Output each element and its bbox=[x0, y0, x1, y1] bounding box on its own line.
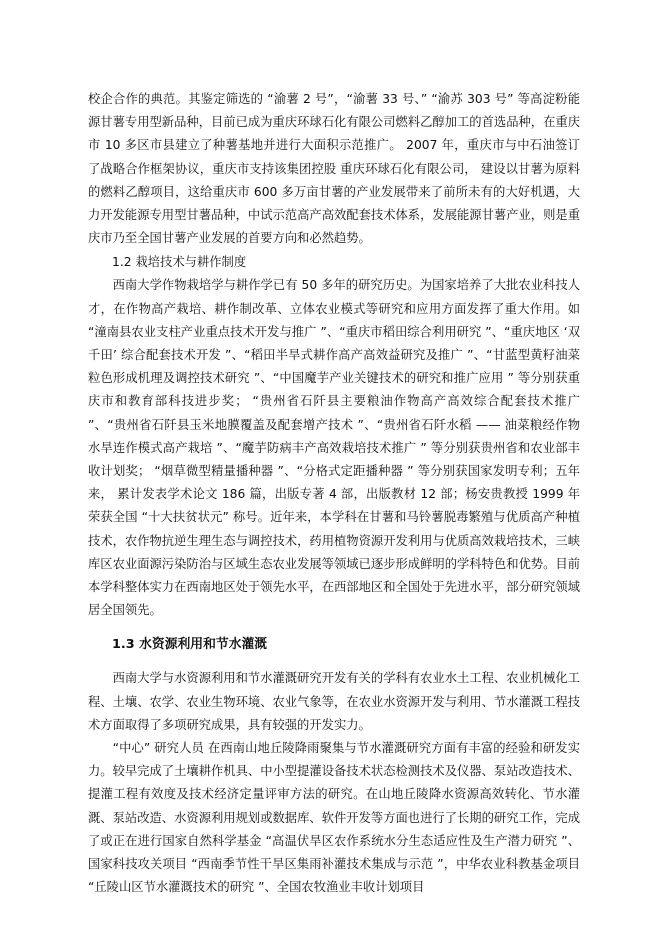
paragraph-center-research: “中心” 研究人员 在西南山地丘陵降雨聚集与节水灌溉研究方面有丰富的经验和研发实力。较早完成了土壤耕作机具、中小型提灌设备技术状态检测技术及仪器、泵站改造技术、提灌工程有效度及技术经济定量评审方法的研究。在山地丘陵降水资源高效转化、节水灌溉、泵站改造、水资源利用规划或数据库、软件开发等方面也进行了长期的研究工作，完成了或正在进行国家自然科学基金 “高温伏旱区农作系统水分生态适应性及生产潜力研究 ”、国家科技攻关项目 “西南季节性干旱区集雨补灌技术集成与示范 ”，中华农业科教基金项目 “丘陵山区节水灌溉技术的研究 ”、全国农牧渔业丰收计划项目 bbox=[88, 741, 580, 895]
paragraph-continuation: 校企合作的典范。其鉴定筛选的 “渝薯 2 号”，“渝薯 33 号、” “渝苏 303 号” 等高淀粉能源甘薯专用型新品种，目前已成为重庆环球石化有限公司燃料乙醇加工的首选品种，在重庆市 10 多区市县建立了种薯基地并进行大面积示范推广。 2007 年，重庆市与中石油签订了战略合作框架协议，重庆市支持该集团控股 重庆环球石化有限公司， 建设以甘薯为原料的燃料乙醇项目，这给重庆市 600 多万亩甘薯的产业发展带来了前所未有的大好机遇，大力开发能源专用型甘薯品种，中试示范高产高效配套技术体系，发展能源甘薯产业，则是重庆市乃至全国甘薯产业发展的首要方向和必然趋势。 bbox=[88, 92, 580, 246]
paragraph-water-resources: 西南大学与水资源利用和节水灌溉研究开发有关的学科有农业水土工程、农业机械化工程、土壤、农学、农业生物环境、农业气象等，在农业水资源开发与利用、节水灌溉工程技术方面取得了多项研究成果，具有较强的开发实力。 bbox=[88, 671, 580, 732]
section-heading-1-2: 1.2 栽培技术与耕作制度 bbox=[112, 255, 247, 270]
section-heading-1-3: 1.3 水资源利用和节水灌溉 bbox=[112, 637, 268, 653]
section-block bbox=[88, 88, 580, 900]
paragraph-cultivation: 西南大学作物栽培学与耕作学已有 50 多年的研究历史。为国家培养了大批农业科技人才，在作物高产栽培、耕作制改革、立体农业模式等研究和应用方面发挥了重大作用。如 “潼南县农业支柱产业重点技术开发与推广 ”、“重庆市稻田综合利用研究 ”、“重庆地区 ‘双千田’ 综合配套技术开发 ”、“稻田半旱式耕作高产高效益研究及推广 ”、“甘蓝型黄籽油菜粒色形成机理及调控技术研究 ”、“中国魔芋产业关键技术的研究和推广应用 ” 等分别获重庆市和教育部科技进步奖； “贵州省石阡县主要粮油作物高产高效综合配套技术推广 ”、“贵州省石阡县玉米地膜覆盖及配套增产技术 ”、“贵州省石阡水稻 —— 油菜粮经作物水旱连作模式高产栽培 ”、“魔芋防病丰产高效栽培技术推广 ” 等分别获贵州省和农业部丰收计划奖； “烟草微型精量播种器 ”、“分格式定距播种器 ” 等分别获国家发明专利；五年来， 累计发表学术论文 186 篇，出版专著 4 部，出版教材 12 部；杨安贵教授 1999 年荣获全国 “十大扶贫状元” 称号。近年来，本学科在甘薯和马铃薯脱毒繁殖与优质高产种植技术，农作物抗逆生理生态与调控技术，药用植物资源开发利用与优质高效栽培技术，三峡库区农业面源污染防治与区域生态农业发展等领域已逐步形成鲜明的学科特色和优势。目前本学科整体实力在西南地区处于领先水平，在西部地区和全国处于先进水平，部分研究领域居全国领先。 bbox=[88, 278, 580, 618]
